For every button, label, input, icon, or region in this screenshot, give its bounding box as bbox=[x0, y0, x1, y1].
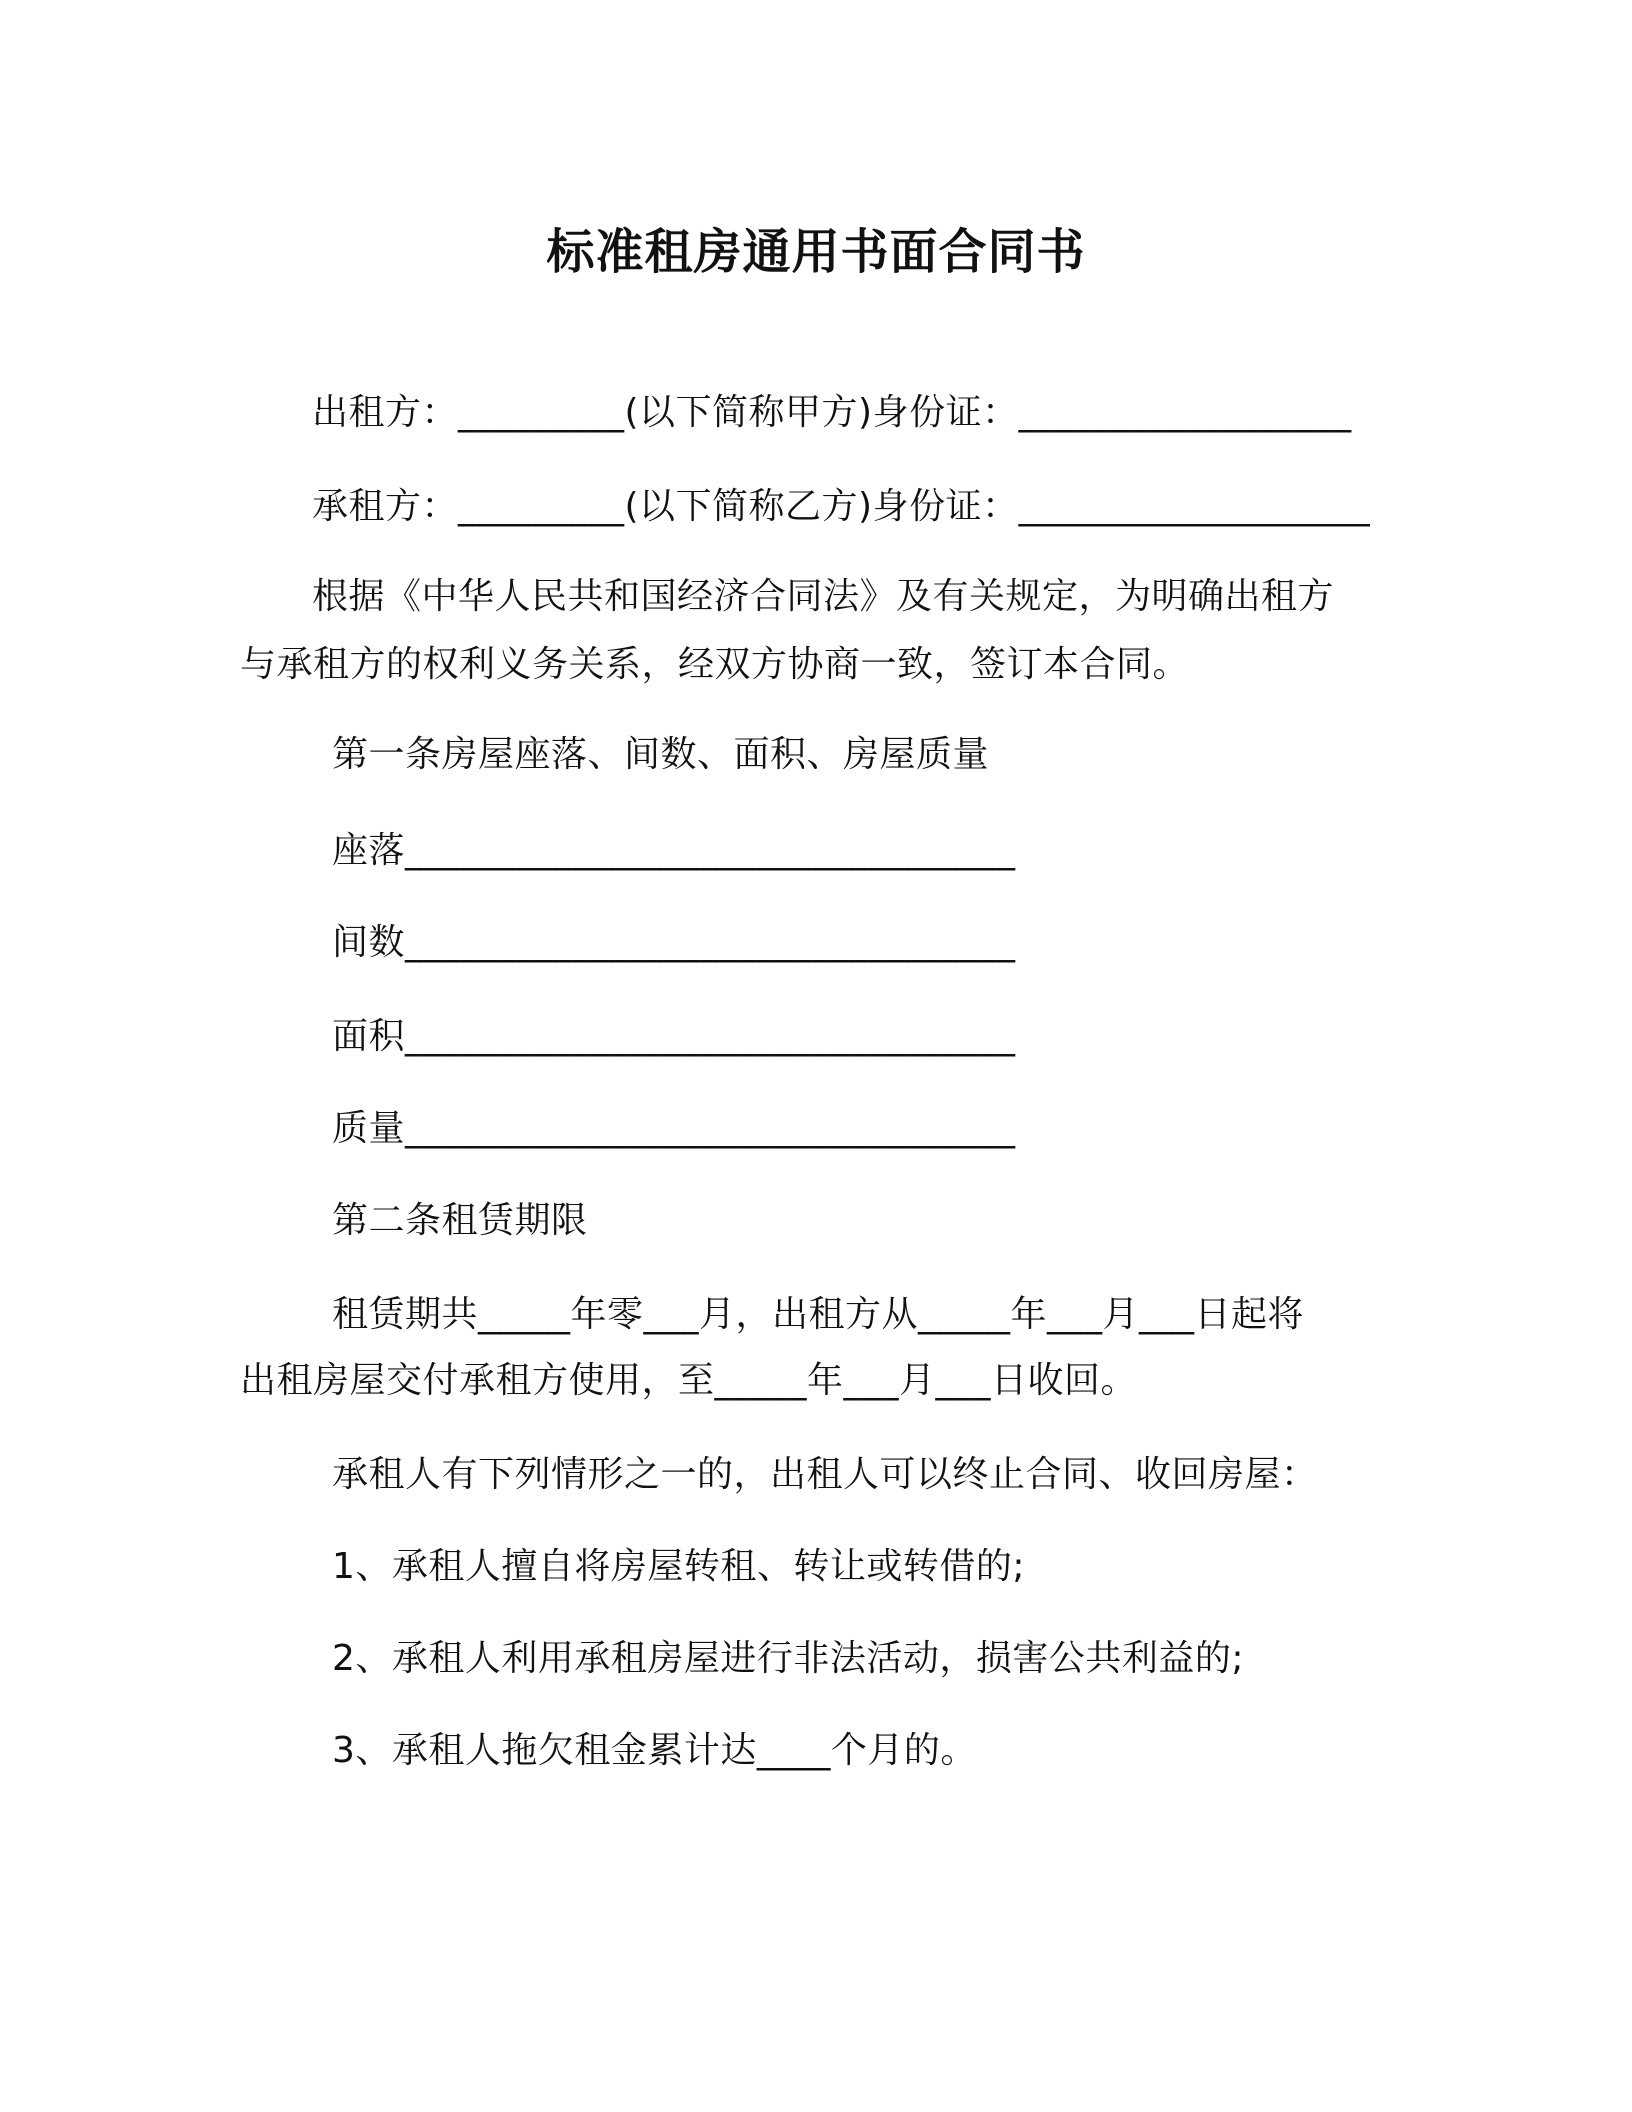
lease-term-line-1: 租赁期共_____年零___月，出租方从_____年___月___日起将 bbox=[332, 1294, 1305, 1335]
preamble-line-2: 与承租方的权利义务关系，经双方协商一致，签订本合同。 bbox=[240, 644, 1190, 685]
rooms-field: 间数_________________________________ bbox=[332, 922, 1016, 963]
area-field: 面积_________________________________ bbox=[332, 1016, 1016, 1057]
termination-intro: 承租人有下列情形之一的，出租人可以终止合同、收回房屋： bbox=[332, 1454, 1318, 1495]
article-2-heading: 第二条租赁期限 bbox=[332, 1200, 588, 1241]
termination-item-1: 1、承租人擅自将房屋转租、转让或转借的; bbox=[332, 1546, 1026, 1587]
termination-item-3: 3、承租人拖欠租金累计达____个月的。 bbox=[332, 1730, 977, 1771]
lessee-line: 承租方：_________(以下简称乙方)身份证：___________________ bbox=[312, 486, 1371, 527]
termination-item-2: 2、承租人利用承租房屋进行非法活动，损害公共利益的; bbox=[332, 1638, 1245, 1679]
preamble-line-1: 根据《中华人民共和国经济合同法》及有关规定，为明确出租方 bbox=[312, 576, 1335, 617]
article-1-heading: 第一条房屋座落、间数、面积、房屋质量 bbox=[332, 734, 990, 775]
location-field: 座落_________________________________ bbox=[332, 830, 1016, 871]
lease-term-line-2: 出租房屋交付承租方使用，至_____年___月___日收回。 bbox=[240, 1360, 1138, 1401]
lessor-line: 出租方：_________(以下简称甲方)身份证：__________________ bbox=[312, 392, 1352, 433]
document-title: 标准租房通用书面合同书 bbox=[546, 224, 1086, 280]
quality-field: 质量_________________________________ bbox=[332, 1108, 1016, 1149]
